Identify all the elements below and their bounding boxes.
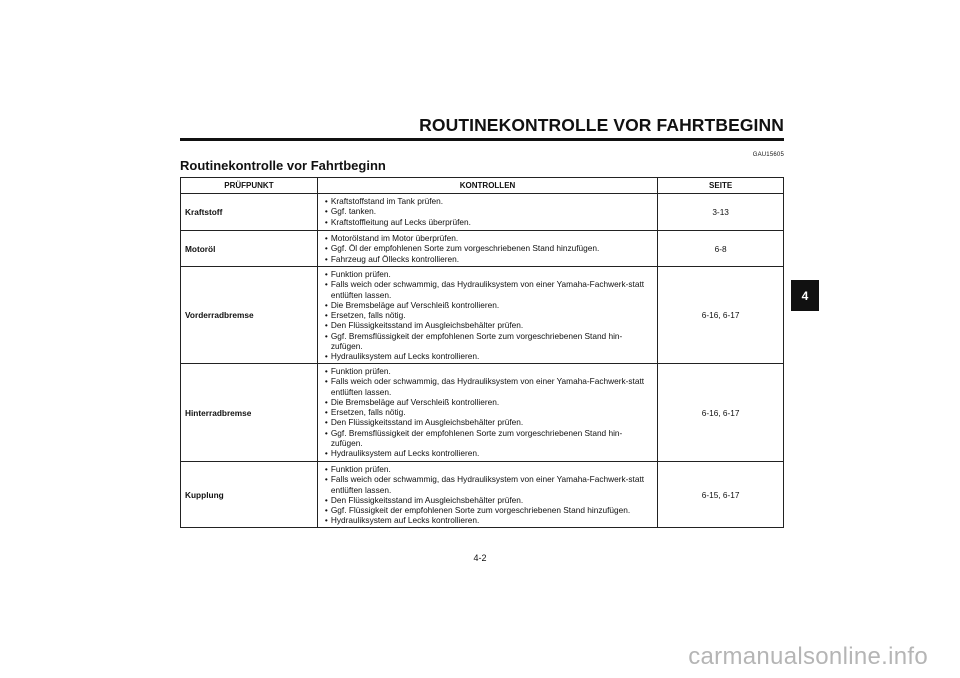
- list-item: • Falls weich oder schwammig, das Hydrauliksystem von einer Yamaha-Fachwerk-statt entlüften lassen.: [322, 474, 653, 495]
- row-page-ref: 6-15, 6-17: [658, 462, 784, 528]
- list-item: • Ersetzen, falls nötig.: [322, 310, 653, 320]
- check-list: [322, 269, 653, 362]
- column-header-controls: KONTROLLEN: [317, 178, 657, 194]
- list-item: • Ggf. tanken.: [322, 206, 653, 216]
- check-list: [322, 464, 653, 526]
- list-item: • Ggf. Öl der empfohlenen Sorte zum vorgeschriebenen Stand hinzufügen.: [322, 243, 653, 253]
- row-checks: [317, 364, 657, 462]
- document-code: GAU15605: [752, 152, 784, 158]
- page-header-title: ROUTINEKONTROLLE VOR FAHRTBEGINN: [419, 115, 784, 135]
- section-title: Routinekontrolle vor Fahrtbeginn: [180, 158, 386, 173]
- table-row: [181, 231, 784, 267]
- row-page-ref: 6-8: [658, 231, 784, 267]
- row-item: Hinterradbremse: [181, 364, 318, 462]
- table-row: [181, 462, 784, 528]
- list-item: • Den Flüssigkeitsstand im Ausgleichsbehälter prüfen.: [322, 320, 653, 330]
- row-item: Vorderradbremse: [181, 267, 318, 364]
- check-list: [322, 366, 653, 459]
- row-page-ref: 3-13: [658, 194, 784, 231]
- header-rule: [180, 138, 784, 141]
- column-header-page: SEITE: [658, 178, 784, 194]
- table-row: [181, 194, 784, 231]
- list-item: • Ersetzen, falls nötig.: [322, 407, 653, 417]
- list-item: • Kraftstoffleitung auf Lecks überprüfen.: [322, 217, 653, 227]
- row-item: Kupplung: [181, 462, 318, 528]
- list-item: • Falls weich oder schwammig, das Hydrauliksystem von einer Yamaha-Fachwerk-statt entlüften lassen.: [322, 279, 653, 300]
- table-header-row: [181, 178, 784, 194]
- list-item: • Hydrauliksystem auf Lecks kontrollieren.: [322, 448, 653, 458]
- row-item: Kraftstoff: [181, 194, 318, 231]
- page-number: 4-2: [473, 553, 487, 563]
- column-header-checkpoint: PRÜFPUNKT: [181, 178, 318, 194]
- table-row: [181, 267, 784, 364]
- list-item: • Hydrauliksystem auf Lecks kontrollieren.: [322, 351, 653, 361]
- row-checks: [317, 194, 657, 231]
- list-item: • Den Flüssigkeitsstand im Ausgleichsbehälter prüfen.: [322, 495, 653, 505]
- row-checks: [317, 267, 657, 364]
- list-item: • Funktion prüfen.: [322, 464, 653, 474]
- row-page-ref: 6-16, 6-17: [658, 267, 784, 364]
- list-item: • Motorölstand im Motor überprüfen.: [322, 233, 653, 243]
- check-list: [322, 233, 653, 264]
- row-item: Motoröl: [181, 231, 318, 267]
- list-item: • Die Bremsbeläge auf Verschleiß kontrollieren.: [322, 397, 653, 407]
- list-item: • Ggf. Bremsflüssigkeit der empfohlenen Sorte zum vorgeschriebenen Stand hin-zufügen.: [322, 331, 653, 352]
- check-list: [322, 196, 653, 227]
- list-item: • Ggf. Flüssigkeit der empfohlenen Sorte zum vorgeschriebenen Stand hinzufügen.: [322, 505, 653, 515]
- row-checks: [317, 462, 657, 528]
- list-item: • Falls weich oder schwammig, das Hydrauliksystem von einer Yamaha-Fachwerk-statt entlüften lassen.: [322, 376, 653, 397]
- row-page-ref: 6-16, 6-17: [658, 364, 784, 462]
- list-item: • Hydrauliksystem auf Lecks kontrollieren.: [322, 515, 653, 525]
- row-checks: [317, 231, 657, 267]
- checklist-table: [180, 177, 784, 528]
- chapter-tab-marker: 4: [791, 280, 819, 311]
- list-item: • Die Bremsbeläge auf Verschleiß kontrollieren.: [322, 300, 653, 310]
- watermark-text: carmanualsonline.info: [688, 643, 928, 670]
- table-row: [181, 364, 784, 462]
- list-item: • Funktion prüfen.: [322, 269, 653, 279]
- list-item: • Fahrzeug auf Öllecks kontrollieren.: [322, 254, 653, 264]
- list-item: • Funktion prüfen.: [322, 366, 653, 376]
- list-item: • Kraftstoffstand im Tank prüfen.: [322, 196, 653, 206]
- list-item: • Den Flüssigkeitsstand im Ausgleichsbehälter prüfen.: [322, 417, 653, 427]
- list-item: • Ggf. Bremsflüssigkeit der empfohlenen Sorte zum vorgeschriebenen Stand hin-zufügen.: [322, 428, 653, 449]
